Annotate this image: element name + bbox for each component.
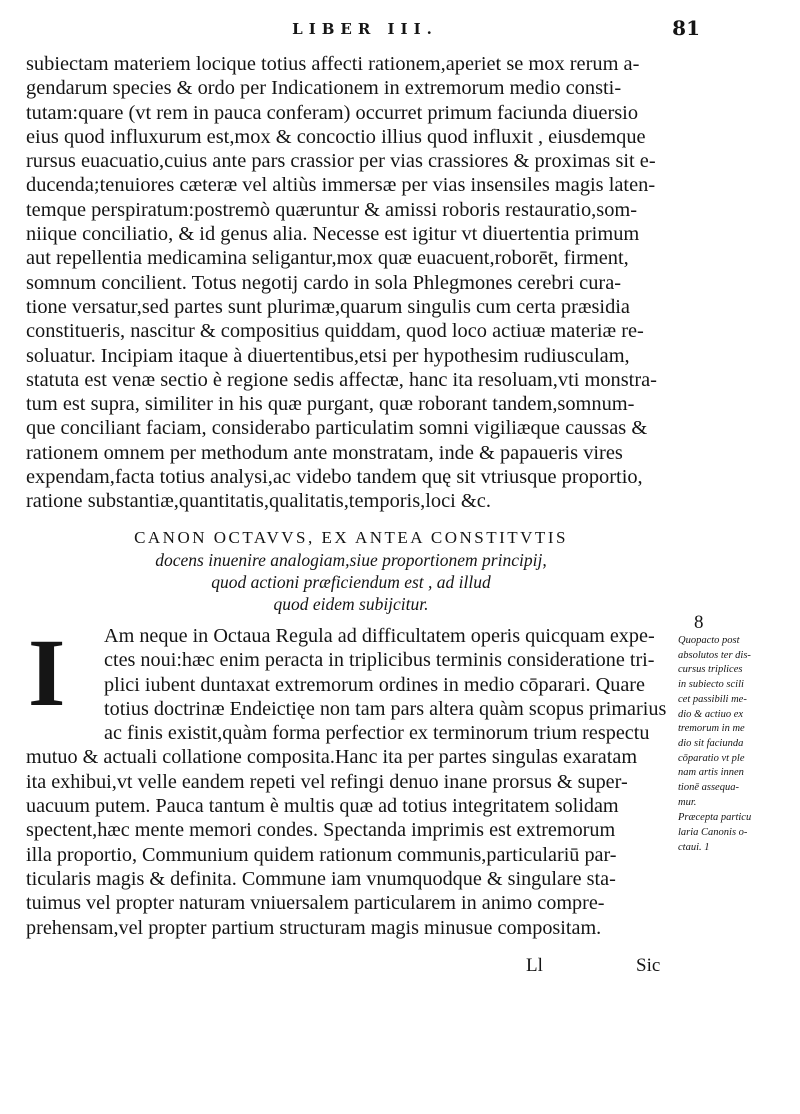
margin-line: laria Canonis o- [678, 827, 748, 839]
text-line: tum est supra, similiter in his quæ purgant, quæ roborant tandem,somnum- [26, 393, 635, 416]
margin-line: dio & actiuo ex [678, 708, 744, 720]
canon-subtitle-line: quod actioni præficiendum est , ad illud [211, 572, 491, 592]
margin-line: nam artis innen [678, 767, 744, 779]
canon-heading-block [26, 527, 676, 615]
canon-subtitle-line: quod eidem subijcitur. [273, 594, 429, 614]
text-line: uacuum putem. Pauca tantum è multis quæ ad totius integritatem solidam [26, 795, 619, 818]
margin-line: Quopacto post [678, 635, 740, 646]
margin-line: cōparatio vt ple [678, 752, 745, 764]
canon-heading: CANON OCTAVVS, EX ANTEA CONSTITVTIS [134, 528, 568, 547]
text-line: tuimus vel propter naturam vniuersalem particularem in animo compre- [26, 892, 605, 915]
text-line: que conciliant faciam, considerabo particulatim somni vigiliæque caussas & [26, 417, 648, 440]
margin-line: absolutos ter dis- [678, 649, 751, 661]
margin-line: cursus triplices [678, 664, 743, 676]
canon-subtitle-line: docens inuenire analogiam,siue proportionem principij, [155, 550, 547, 570]
text-line: ctes noui:hæc enim peracta in triplicibus terminis consideratione tri- [104, 649, 655, 672]
text-line: soluatur. Incipiam itaque à diuertentibus,etsi per hypothesim rudiusculam, [26, 344, 630, 367]
text-line: tutam:quare (vt rem in pauca conferam) occurret primum faciunda diuersio [26, 101, 639, 124]
page-header [40, 16, 700, 48]
text-line: temque perspiratum:postremò quæruntur & amissi roboris restauratio,som- [26, 198, 638, 221]
catchword: Sic [636, 955, 661, 976]
margin-line: cet passibili me- [678, 693, 747, 705]
margin-line: tremorum in me [678, 723, 745, 735]
text-line: rationem omnem per methodum ante monstratam, inde & papaueris vires [26, 441, 623, 464]
text-line: gendarum species & ordo per Indicationem in extremorum medio consti- [26, 77, 622, 100]
signature-mark: Ll [526, 955, 543, 976]
text-line: somnum concilient. Totus negotij cardo in sola Phlegmones cerebri cura- [26, 271, 622, 294]
text-line: illa proportio, Communium quidem rationum communis,particulariū par- [26, 843, 617, 866]
text-line: rursus euacuatio,cuius ante pars crassior per vias crassiores & proximas sit e- [26, 150, 656, 173]
text-line: plici iubent duntaxat extremorum ordines in medio cōparari. Quare [104, 673, 645, 696]
text-line: niique conciliatio, & id genus alia. Necesse est igitur vt diuertentia primum [26, 223, 640, 246]
page-number: 81 [672, 16, 700, 40]
text-line: prehensam,vel propter partium structuram magis minusue compositam. [26, 916, 602, 939]
text-line: aut repellentia medicamina seligantur,mox quæ euacuent,roborēt, firment, [26, 247, 629, 270]
marginal-note-one [678, 634, 788, 810]
main-paragraph [26, 52, 676, 514]
margin-line: mur. [678, 796, 697, 808]
margin-line: Præcepta particu [678, 812, 752, 824]
running-head: LIBER III. [292, 20, 438, 38]
canon-paragraph [26, 619, 678, 940]
text-line: statuta est venæ sectio è regione sedis affectæ, hanc ita resoluam,vti monstra- [26, 368, 657, 391]
margin-line: ctaui. 1 [678, 841, 710, 853]
text-line: eius quod influxurum est,mox & concoctio illius quod influxit , eiusdemque [26, 125, 646, 148]
text-line: ticularis magis & definita. Commune iam vnumquodque & singulare sta- [26, 867, 616, 890]
text-line: constitueris, nascitur & compositius quiddam, quod loco actiuæ materiæ re- [26, 320, 644, 343]
drop-cap-initial: I [28, 619, 66, 726]
text-line: mutuo & actuali collatione composita.Hanc ita per partes singulas exaratam [26, 746, 638, 769]
text-line: tione versatur,sed partes sunt plurimæ,quarum singulis cum certa præsidia [26, 295, 630, 318]
text-line: ita exhibui,vt velle eandem repeti vel refingi denuo inane prorsus & super- [26, 770, 628, 793]
text-line: subiectam materiem locique totius affecti rationem,aperiet se mox rerum a- [26, 53, 640, 75]
page-footer [26, 955, 676, 985]
marginal-gloss [678, 612, 788, 856]
margin-line: tionē assequa- [678, 782, 739, 794]
marginal-number: 8 [694, 612, 704, 633]
text-line: Am neque in Octaua Regula ad difficultatem operis quicquam expe- [104, 625, 655, 647]
margin-line: in subiecto scili [678, 679, 744, 691]
text-line: expendam,facta totius analysi,ac videbo tandem quę sit vtriusque proportio, [26, 466, 643, 489]
text-line: spectent,hæc mente memori condes. Spectanda imprimis est extremorum [26, 819, 616, 842]
margin-line: dio sit faciunda [678, 737, 744, 749]
text-line: ducenda;tenuiores cæteræ vel altiùs immersæ per vias insensiles magis laten- [26, 174, 656, 197]
text-line: ac finis existit,quàm forma perfectior ex terminorum trium respectu [104, 722, 650, 745]
text-line: ratione substantiæ,quantitatis,qualitatis,temporis,loci &c. [26, 490, 491, 513]
text-line: totius doctrinæ Endeictięe non tam pars altera quàm scopus primarius [104, 697, 667, 720]
marginal-note-two [678, 811, 788, 855]
